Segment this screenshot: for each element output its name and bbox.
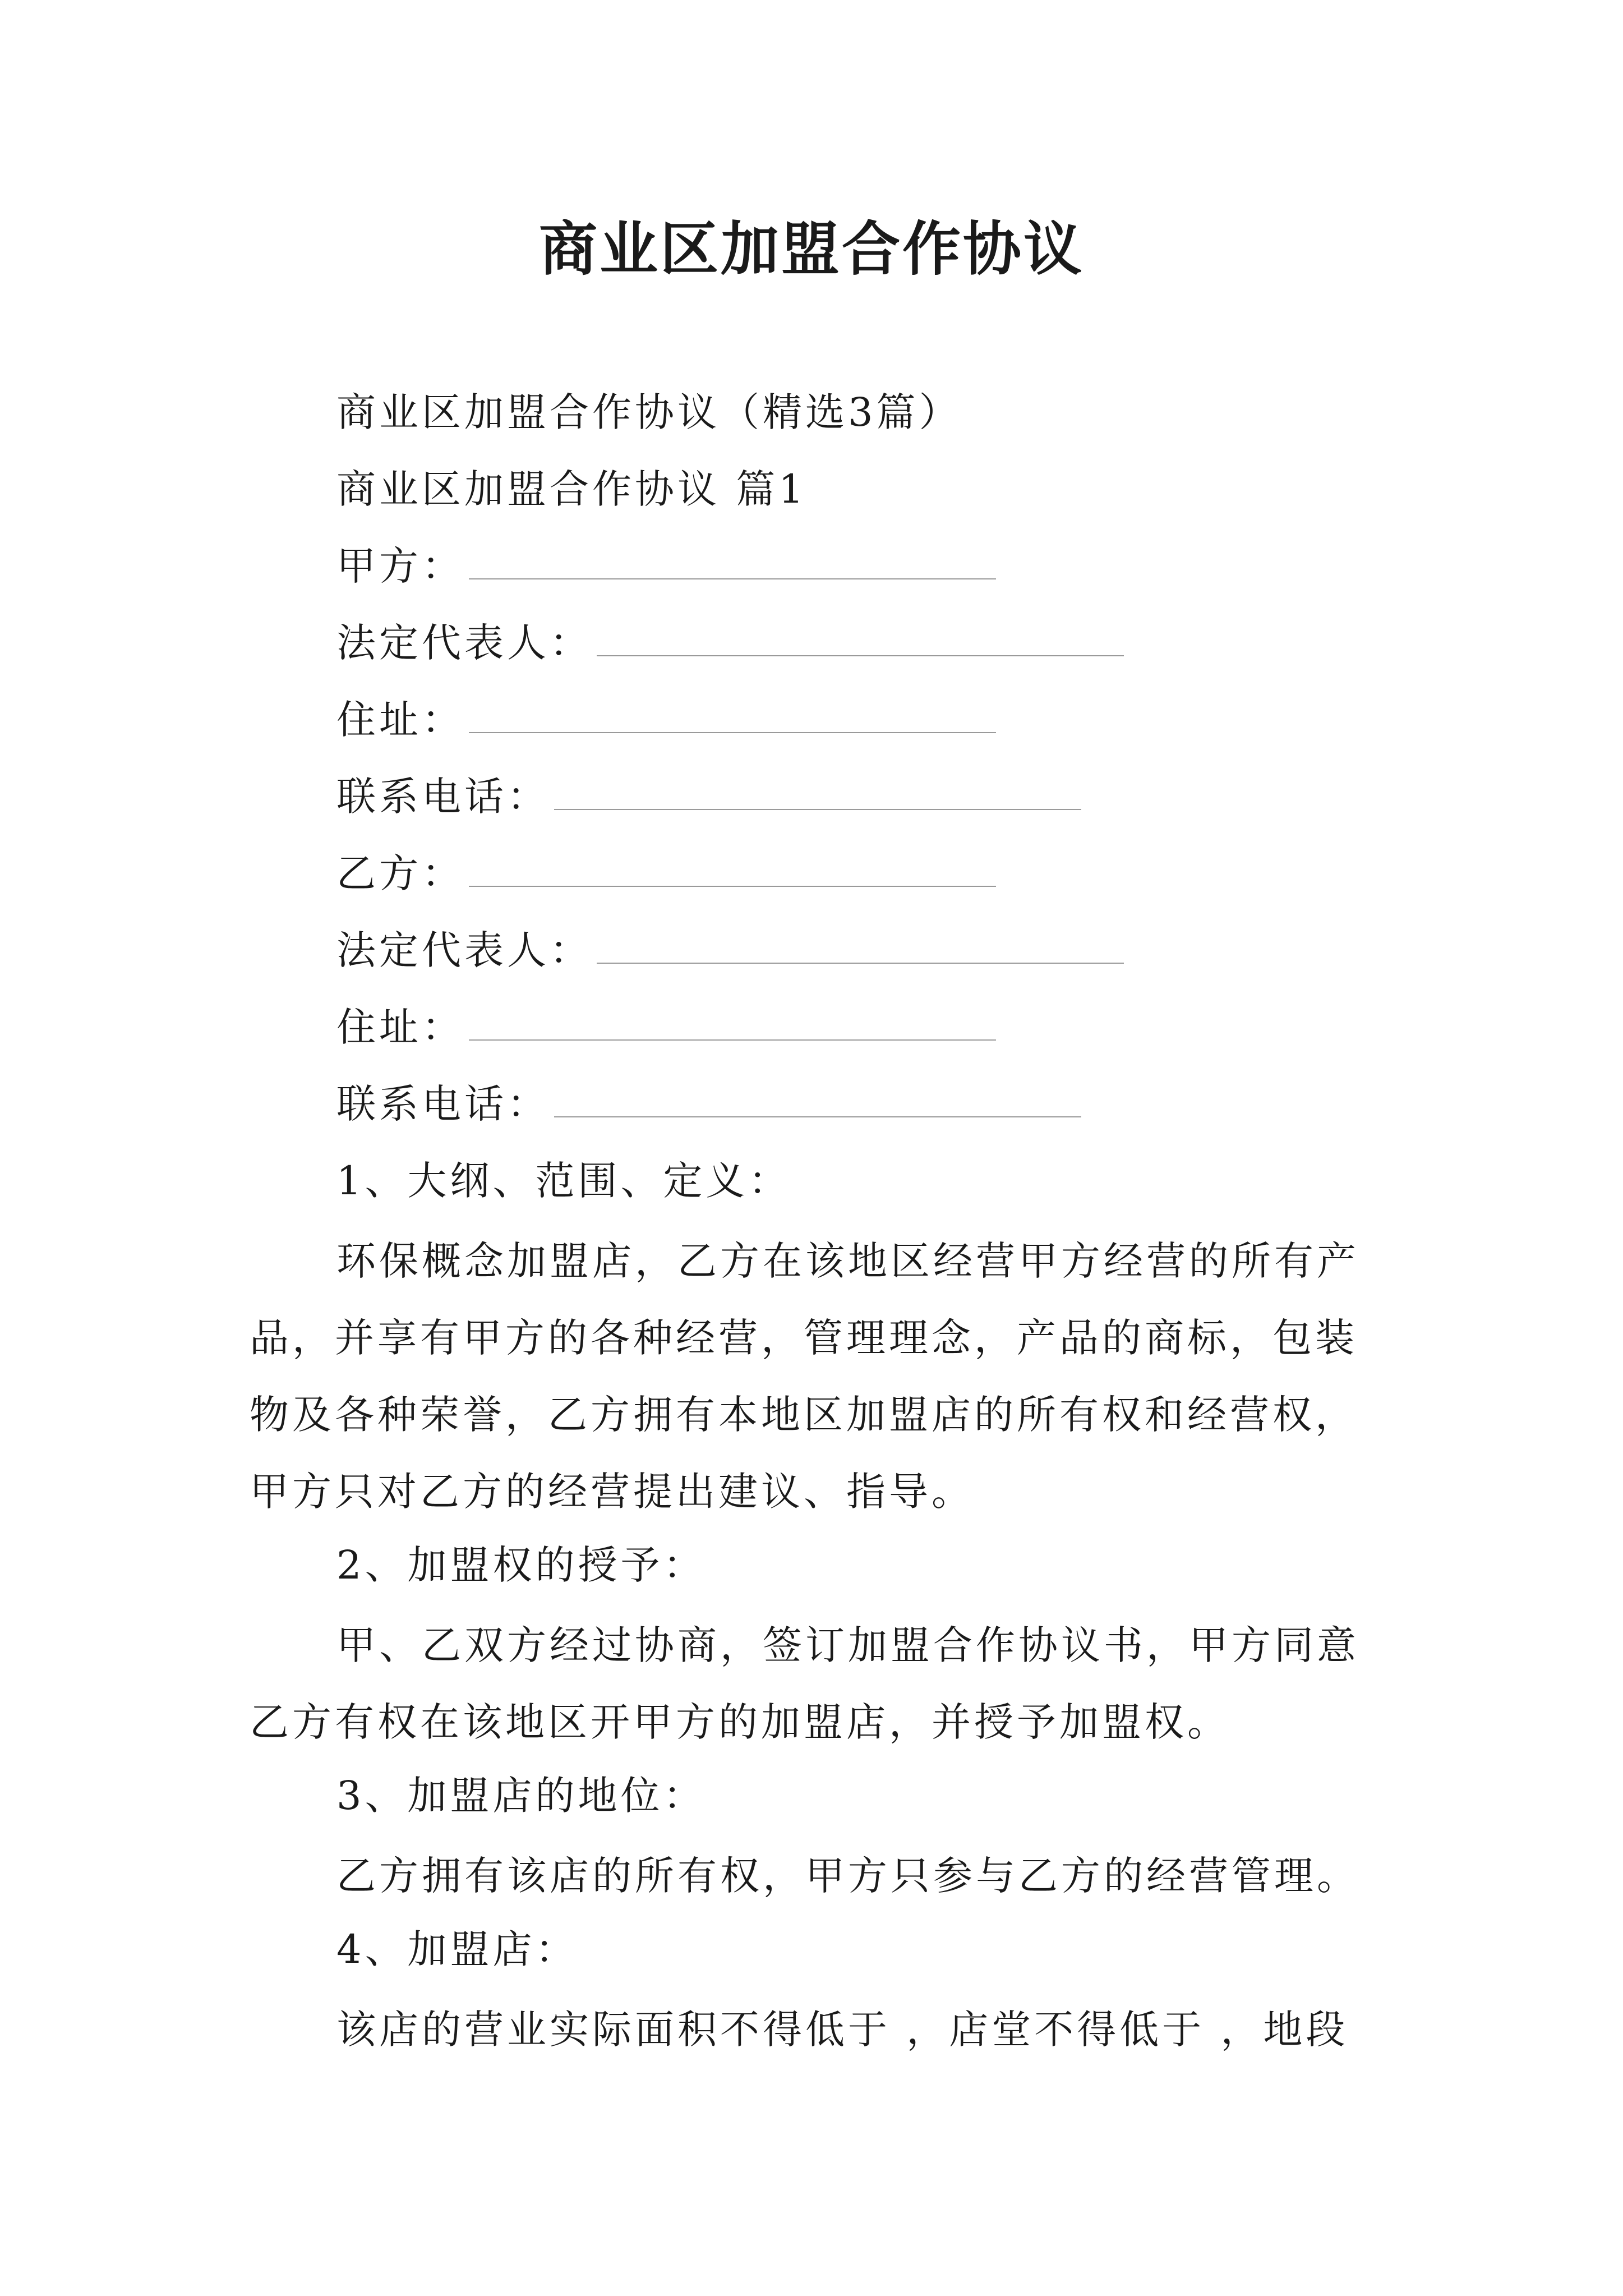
- party-b-rep-label: 法定代表人：: [336, 927, 592, 973]
- party-b-rep-blank-line[interactable]: [597, 928, 1124, 964]
- party-a-rep-field: [336, 620, 1124, 665]
- party-b-blank-line[interactable]: [469, 851, 996, 887]
- party-b-address-field: [336, 1005, 996, 1050]
- party-b-phone-label: 联系电话：: [336, 1081, 550, 1127]
- party-b-address-blank-line[interactable]: [469, 1005, 996, 1041]
- party-a-blank-line[interactable]: [469, 544, 996, 579]
- party-b-rep-field: [336, 928, 1124, 973]
- party-a-field: [336, 544, 996, 588]
- section-heading: 4、加盟店：: [336, 1926, 578, 1972]
- party-a-phone-blank-line[interactable]: [554, 774, 1081, 810]
- party-a-phone-label: 联系电话：: [336, 774, 550, 820]
- section-heading: 1、大纲、范围、定义：: [336, 1158, 791, 1204]
- party-b-phone-blank-line[interactable]: [554, 1082, 1081, 1117]
- party-a-address-blank-line[interactable]: [469, 697, 996, 733]
- party-b-field: [336, 851, 996, 896]
- document-subtitle: 商业区加盟合作协议（精选3篇）: [336, 389, 962, 435]
- section-body: 乙方拥有该店的所有权，甲方只参与乙方的经营管理。: [336, 1853, 1359, 1899]
- party-a-address-label: 住址：: [336, 697, 464, 743]
- section-heading: 2、加盟权的授予：: [336, 1542, 706, 1588]
- section-body: 环保概念加盟店，乙方在该地区经营甲方经营的所有产品，并享有甲方的各种经营，管理理念，产品的商标，包装物及各种荣誉，乙方拥有本地区加盟店的所有权和经营权，甲方只对乙方的经营提出建议、指导。: [250, 1238, 1359, 1515]
- party-a-phone-field: [336, 774, 1081, 819]
- part-heading: 商业区加盟合作协议 篇1: [336, 466, 807, 512]
- party-b-label: 乙方：: [336, 850, 464, 896]
- party-a-address-field: [336, 697, 996, 742]
- party-b-phone-field: [336, 1082, 1081, 1126]
- section-body: 该店的营业实际面积不得低于 ，店堂不得低于 ，地段: [336, 2007, 1349, 2053]
- document-title: 商业区加盟合作协议: [538, 215, 1084, 283]
- party-b-address-label: 住址：: [336, 1004, 464, 1050]
- party-a-label: 甲方：: [336, 543, 464, 589]
- section-heading: 3、加盟店的地位：: [336, 1773, 706, 1819]
- party-a-rep-label: 法定代表人：: [336, 620, 592, 666]
- party-a-rep-blank-line[interactable]: [597, 620, 1124, 656]
- section-body: 甲、乙双方经过协商，签订加盟合作协议书，甲方同意乙方有权在该地区开甲方的加盟店，并授予加盟权。: [250, 1622, 1359, 1745]
